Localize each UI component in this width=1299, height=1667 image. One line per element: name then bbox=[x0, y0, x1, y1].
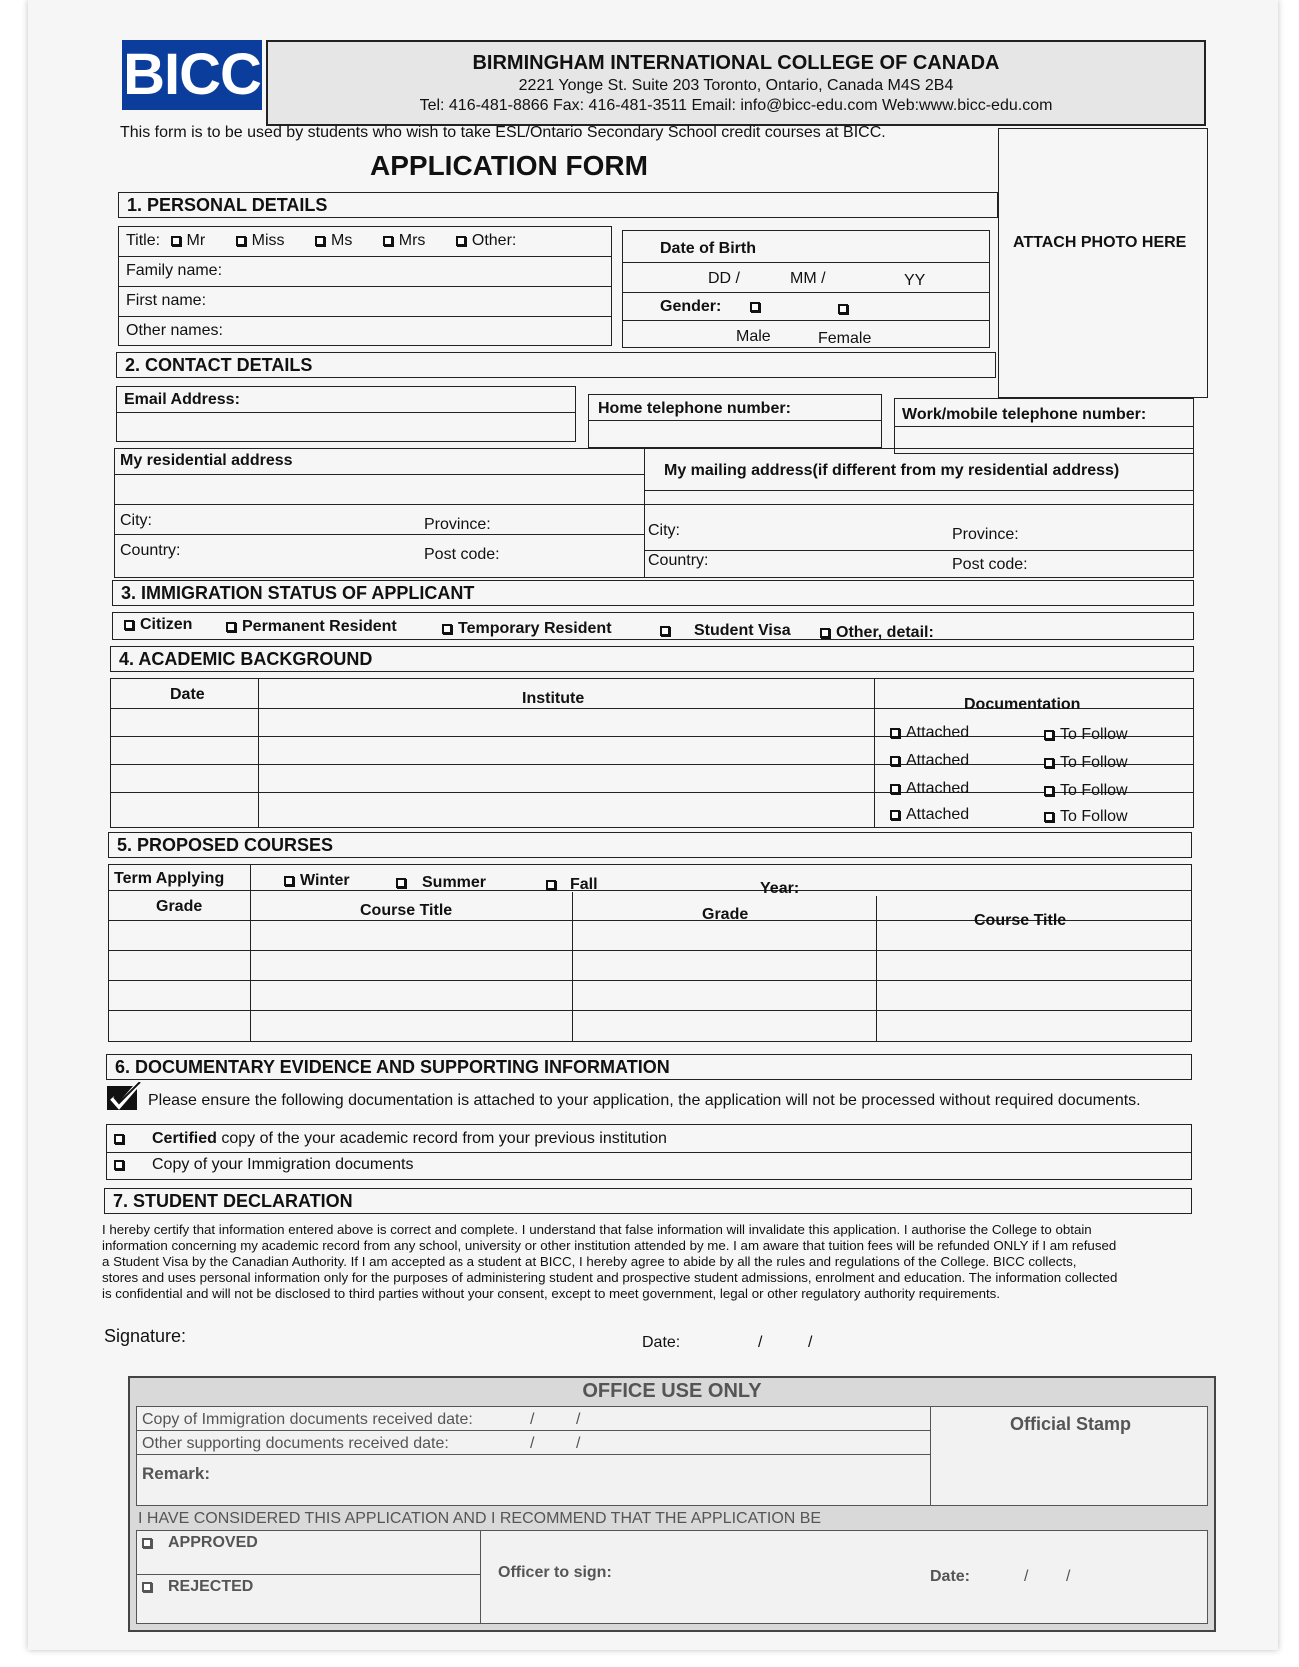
office-use-panel: OFFICE USE ONLY Copy of Immigration documents received date: / / Other supporting documents received date: / / Remark: Official Stamp I HAVE CONSIDERED THIS APPLICATION AND I RECOMMEND THAT THE APPLICATION BE APPROVED REJECTED Officer to sign: Date: / / bbox=[128, 1376, 1216, 1632]
title-mrs-checkbox[interactable] bbox=[383, 236, 393, 246]
grade-col-2: Grade bbox=[702, 906, 749, 923]
section-7-heading: 7. STUDENT DECLARATION bbox=[104, 1188, 1192, 1214]
application-form-page bbox=[28, 0, 1278, 1650]
doc-follow-1[interactable]: To Follow bbox=[1044, 726, 1128, 744]
office-date-label[interactable]: Date: bbox=[930, 1568, 971, 1585]
office-approved[interactable]: APPROVED bbox=[142, 1534, 258, 1552]
title-ms-label: Ms bbox=[330, 232, 353, 249]
email-label: Email Address: bbox=[124, 391, 240, 408]
college-address: 2221 Yonge St. Suite 203 Toronto, Ontario, Canada M4S 2B4 bbox=[518, 77, 954, 94]
gender-male-label: Male bbox=[736, 328, 771, 345]
intro-text: This form is to be used by students who wish to take ESL/Ontario Secondary School credit courses at BICC. bbox=[120, 124, 886, 141]
mail-city-field[interactable]: City: bbox=[648, 522, 680, 539]
office-other-docs-date[interactable]: Other supporting documents received date: bbox=[142, 1435, 449, 1452]
year-label: Year: bbox=[760, 880, 800, 897]
section-3-heading: 3. IMMIGRATION STATUS OF APPLICANT bbox=[112, 580, 1194, 606]
college-name: BIRMINGHAM INTERNATIONAL COLLEGE OF CANADA bbox=[472, 52, 1000, 74]
doc-follow-3[interactable]: To Follow bbox=[1044, 782, 1128, 800]
grade-col-1: Grade bbox=[156, 898, 203, 915]
title-other-label: Other: bbox=[471, 232, 517, 249]
dob-label: Date of Birth bbox=[660, 240, 756, 257]
declaration-text: I hereby certify that information entered above is correct and complete. I understand that false information will invalidate this application. I authorise the College to obtain information concerning my academic record from any school, university or other institution attended by me. I am aware that tuition fees will be refunded ONLY if I am refused a Student Visa by the Canadian Authority. If I am accepted as a student at BICC, I hereby agree to abide by all the rules and regulations of the College. BICC collects, stores and uses personal information only for the purposes of administering student and prospective student admissions, enrolment and education. The information collected is confidential and will not be disclosed to third parties without your consent, except to meet government, legal or other regulatory authority requirements. bbox=[102, 1222, 1118, 1301]
documentation-note: Please ensure the following documentation is attached to your application, the application will not be processed without required documents. bbox=[148, 1092, 1141, 1109]
mailing-address-label: My mailing address(if different from my residential address) bbox=[664, 462, 1120, 479]
checkmark-icon bbox=[106, 1082, 142, 1117]
term-applying-label: Term Applying bbox=[114, 870, 225, 887]
gender-female-checkbox[interactable] bbox=[838, 300, 854, 318]
section-1-heading: 1. PERSONAL DETAILS bbox=[118, 192, 998, 218]
doc-item-immigration[interactable]: Copy of your Immigration documents bbox=[114, 1156, 413, 1174]
family-name-field[interactable]: Family name: bbox=[126, 262, 223, 279]
immig-student-visa[interactable]: Student Visa bbox=[660, 622, 791, 640]
form-title: APPLICATION FORM bbox=[370, 150, 648, 181]
course-col-2: Course Title bbox=[974, 912, 1067, 929]
college-contact: Tel: 416-481-8866 Fax: 416-481-3511 Email: info@bicc-edu.com Web:www.bicc-edu.com bbox=[419, 97, 1053, 114]
work-phone-label: Work/mobile telephone number: bbox=[902, 406, 1147, 423]
first-name-field[interactable]: First name: bbox=[126, 292, 207, 309]
photo-box[interactable] bbox=[998, 128, 1208, 398]
title-ms-checkbox[interactable] bbox=[315, 236, 325, 246]
dob-yy[interactable]: YY bbox=[904, 272, 926, 289]
bicc-logo: BICC bbox=[122, 40, 262, 110]
col-institute: Institute bbox=[522, 690, 585, 707]
mail-province-field[interactable]: Province: bbox=[952, 526, 1019, 543]
office-immigration-date[interactable]: Copy of Immigration documents received date: bbox=[142, 1411, 473, 1428]
res-province-field[interactable]: Province: bbox=[424, 516, 491, 533]
doc-attached-4[interactable]: Attached bbox=[890, 806, 969, 824]
term-winter[interactable]: Winter bbox=[284, 872, 350, 890]
dob-dd[interactable]: DD / bbox=[708, 270, 740, 287]
doc-follow-2[interactable]: To Follow bbox=[1044, 754, 1128, 772]
signature-field[interactable]: Signature: bbox=[104, 1326, 187, 1346]
immig-temporary-resident[interactable]: Temporary Resident bbox=[442, 620, 612, 638]
doc-attached-3[interactable]: Attached bbox=[890, 780, 969, 798]
title-mrs-label: Mrs bbox=[398, 232, 426, 249]
office-consider-text: I HAVE CONSIDERED THIS APPLICATION AND I RECOMMEND THAT THE APPLICATION BE bbox=[138, 1510, 822, 1527]
officer-sign-field[interactable]: Officer to sign: bbox=[498, 1564, 612, 1581]
res-city-field[interactable]: City: bbox=[120, 512, 152, 529]
section-4-heading: 4. ACADEMIC BACKGROUND bbox=[110, 646, 1194, 672]
dob-mm[interactable]: MM / bbox=[790, 270, 826, 287]
home-phone-label: Home telephone number: bbox=[598, 400, 791, 417]
section-2-heading: 2. CONTACT DETAILS bbox=[116, 352, 996, 378]
immig-other[interactable]: Other, detail: bbox=[820, 624, 934, 642]
immig-permanent-resident[interactable]: Permanent Resident bbox=[226, 618, 397, 636]
residential-address-label: My residential address bbox=[120, 452, 293, 469]
doc-attached-1[interactable]: Attached bbox=[890, 724, 969, 742]
doc-attached-2[interactable]: Attached bbox=[890, 752, 969, 770]
mail-country-field[interactable]: Country: bbox=[648, 552, 709, 569]
office-rejected[interactable]: REJECTED bbox=[142, 1578, 253, 1596]
other-names-field[interactable]: Other names: bbox=[126, 322, 223, 339]
section-6-heading: 6. DOCUMENTARY EVIDENCE AND SUPPORTING INFORMATION bbox=[106, 1054, 1192, 1080]
res-postcode-field[interactable]: Post code: bbox=[424, 546, 500, 563]
official-stamp-label: Official Stamp bbox=[1010, 1414, 1132, 1434]
college-header bbox=[266, 40, 1206, 126]
office-heading: OFFICE USE ONLY bbox=[582, 1380, 762, 1402]
title-miss-label: Miss bbox=[251, 232, 285, 249]
date-slash-2: / bbox=[808, 1334, 813, 1351]
title-mr-checkbox[interactable] bbox=[171, 236, 181, 246]
section-5-heading: 5. PROPOSED COURSES bbox=[108, 832, 1192, 858]
doc-item-academic[interactable]: Certified copy of the your academic record from your previous institution bbox=[114, 1130, 667, 1148]
doc-follow-4[interactable]: To Follow bbox=[1044, 808, 1128, 826]
declaration-date-label[interactable]: Date: bbox=[642, 1334, 681, 1351]
title-label: Title: bbox=[126, 232, 161, 249]
mail-postcode-field[interactable]: Post code: bbox=[952, 556, 1028, 573]
photo-label: ATTACH PHOTO HERE bbox=[1013, 234, 1187, 251]
title-options bbox=[126, 232, 516, 250]
col-date: Date bbox=[170, 686, 205, 703]
date-slash-1: / bbox=[758, 1334, 763, 1351]
term-summer[interactable]: Summer bbox=[396, 874, 486, 892]
gender-label: Gender: bbox=[660, 298, 722, 315]
res-country-field[interactable]: Country: bbox=[120, 542, 181, 559]
title-mr-label: Mr bbox=[186, 232, 206, 249]
immig-citizen[interactable]: Citizen bbox=[124, 616, 192, 634]
title-other-checkbox[interactable] bbox=[456, 236, 466, 246]
term-fall[interactable]: Fall bbox=[546, 876, 598, 894]
office-remark-field[interactable]: Remark: bbox=[142, 1464, 211, 1483]
title-miss-checkbox[interactable] bbox=[236, 236, 246, 246]
gender-female-label: Female bbox=[818, 330, 872, 347]
col-documentation: Documentation bbox=[964, 696, 1081, 713]
course-col-1: Course Title bbox=[360, 902, 453, 919]
gender-male-checkbox[interactable] bbox=[750, 298, 766, 316]
